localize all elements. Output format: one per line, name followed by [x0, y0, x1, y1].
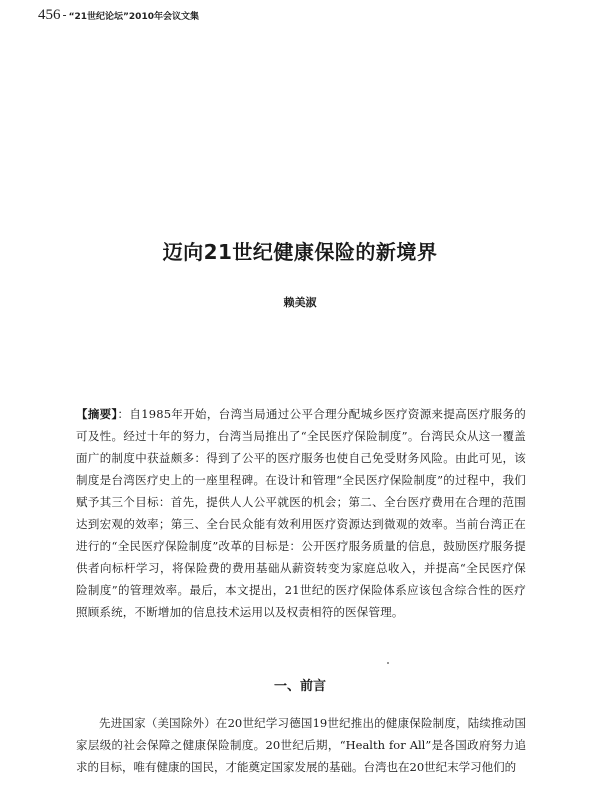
author-name: 赖美淑 — [283, 296, 317, 309]
abstract — [76, 403, 526, 623]
running-header — [38, 7, 199, 24]
abstract-label: 【摘要】 — [76, 407, 118, 421]
journal-title: “21世纪论坛”2010年会议文集 — [68, 12, 199, 22]
paper-title: 迈向21世纪健康保险的新境界 — [162, 240, 438, 264]
header-separator: - — [62, 8, 67, 22]
body-paragraph: 先进国家（美国除外）在20世纪学习德国19世纪推出的健康保险制度，陆续推动国家层级的社会保障之健康保险制度。20世纪后期，“Health for All”是各国政府努力追求的目标，唯有健康的国民，才能奠定国家发展的基础。台湾也在20世纪末学习他们的 — [76, 716, 526, 774]
page-number: 456 — [38, 7, 61, 23]
abstract-text: ：自1985年开始，台湾当局通过公平合理分配城乡医疗资源来提高医疗服务的可及性。经过十年的努力，台湾当局推出了“全民医疗保险制度”。台湾民众从这一覆盖面广的制度中获益颇多：得到了公平的医疗服务也使自己免受财务风险。由此可见，该制度是台湾医疗史上的一座里程碑。在设计和管理“全民医疗保险制度”的过程中，我们赋予其三个目标：首先，提供人人公平就医的机会；第二、全台医疗费用在合理的范围达到宏观的效率；第三、全台民众能有效利用医疗资源达到微观的效率。当前台湾正在进行的“全民医疗保险制度”改革的目标是：公开医疗服务质量的信息，鼓励医疗服务提供者向标杆学习，将保险费的费用基础从薪资转变为家庭总收入，并提高“全民医疗保险制度”的管理效率。最后，本文提出，21世纪的医疗保险体系应该包含综合性的医疗照顾系统，不断增加的信息技术运用以及权责相符的医保管理。 — [76, 407, 526, 619]
section-heading: 一、前言 — [273, 679, 326, 694]
stray-mark — [387, 662, 389, 664]
